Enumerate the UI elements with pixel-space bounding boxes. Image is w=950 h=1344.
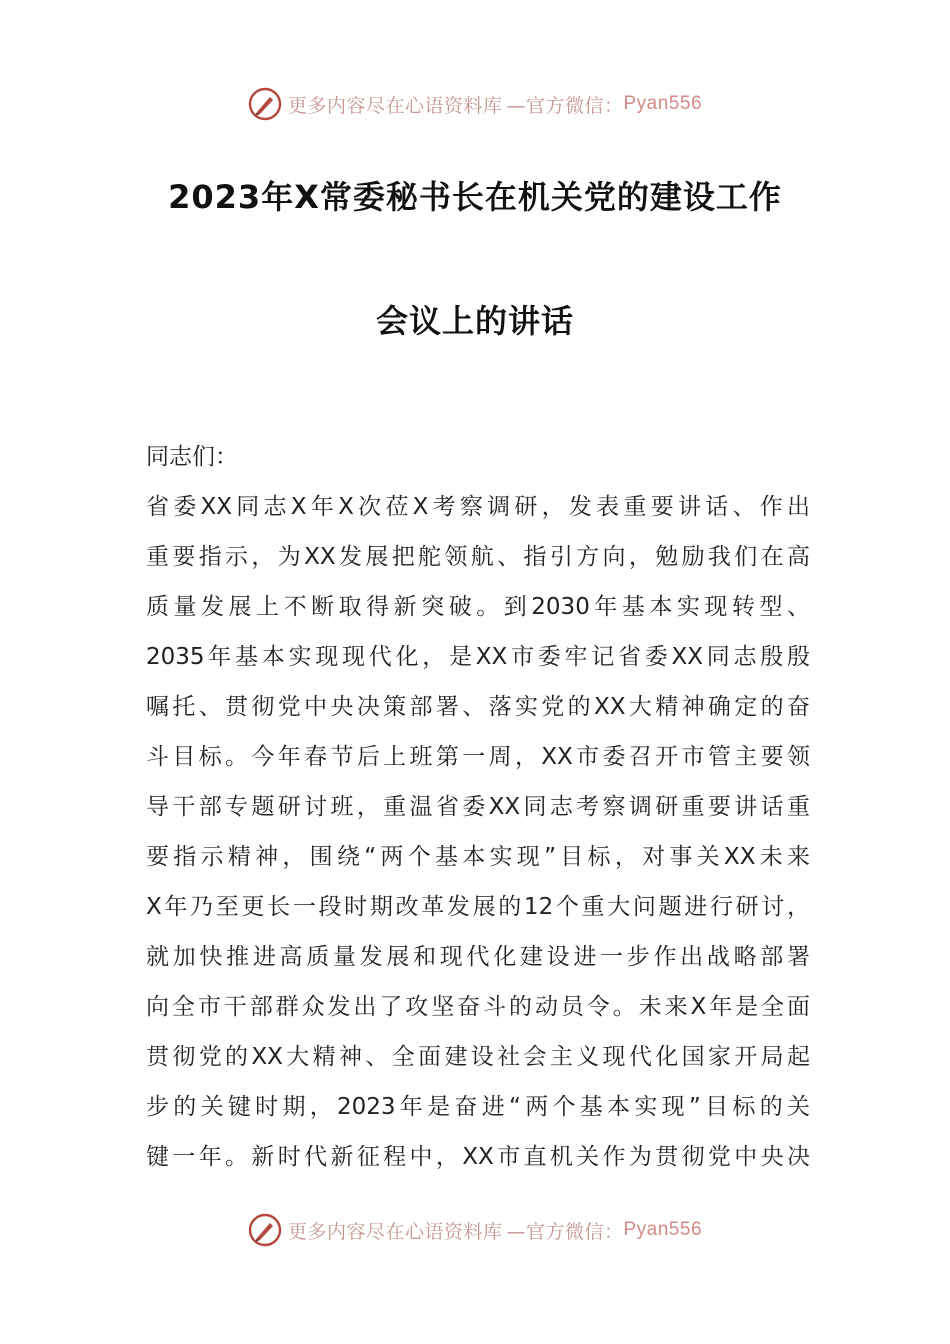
document-title-line-2: 会议上的讲话 [375,302,574,340]
body-line: 向全市干部群众发出了攻坚奋斗的动员令。未来X年是全面 [146,994,810,1020]
document-title-line-1: 2023年X常委秘书长在机关党的建设工作 [168,178,782,216]
pen-logo-icon [248,1213,282,1247]
body-line: 贯彻党的XX大精神、全面建设社会主义现代化国家开局起 [146,1044,810,1070]
speech-body [146,432,810,1182]
body-line: 导干部专题研讨班，重温省委XX同志考察调研重要讲话重 [146,794,810,820]
body-line: 重要指示，为XX发展把舵领航、指引方向，勉励我们在高 [146,544,810,570]
body-line: 省委XX同志X年X次莅X考察调研，发表重要讲话、作出 [146,494,810,520]
banner-text: 更多内容尽在心语资料库 [287,94,503,117]
banner-account: Pyan556 [623,1219,703,1240]
body-line: 键一年。新时代新征程中，XX市直机关作为贯彻党中央决 [146,1144,810,1170]
body-line: 质量发展上不断取得新突破。到2030年基本实现转型、 [146,594,810,620]
banner-text: 更多内容尽在心语资料库 [287,1220,503,1243]
body-line: 嘱托、贯彻党中央决策部署、落实党的XX大精神确定的奋 [146,694,810,720]
body-line: 2035年基本实现现代化，是XX市委牢记省委XX同志殷殷 [146,644,810,670]
body-line: 步的关键时期，2023年是奋进“两个基本实现”目标的关 [146,1094,810,1120]
banner-account: Pyan556 [623,93,703,114]
body-line: 要指示精神，围绕“两个基本实现”目标，对事关XX未来 [146,844,810,870]
salutation: 同志们： [146,444,238,470]
body-line: 就加快推进高质量发展和现代化建设进一步作出战略部署 [146,944,810,970]
banner-wechat-label: —官方微信： [506,94,624,117]
body-line: X年乃至更长一段时期改革发展的12个重大问题进行研讨， [146,894,810,920]
banner-wechat-label: —官方微信： [506,1220,624,1243]
body-line: 斗目标。今年春节后上班第一周，XX市委召开市管主要领 [146,744,810,770]
pen-logo-icon [248,87,282,121]
watermark-banner-top [0,84,950,124]
watermark-banner-bottom [0,1210,950,1250]
